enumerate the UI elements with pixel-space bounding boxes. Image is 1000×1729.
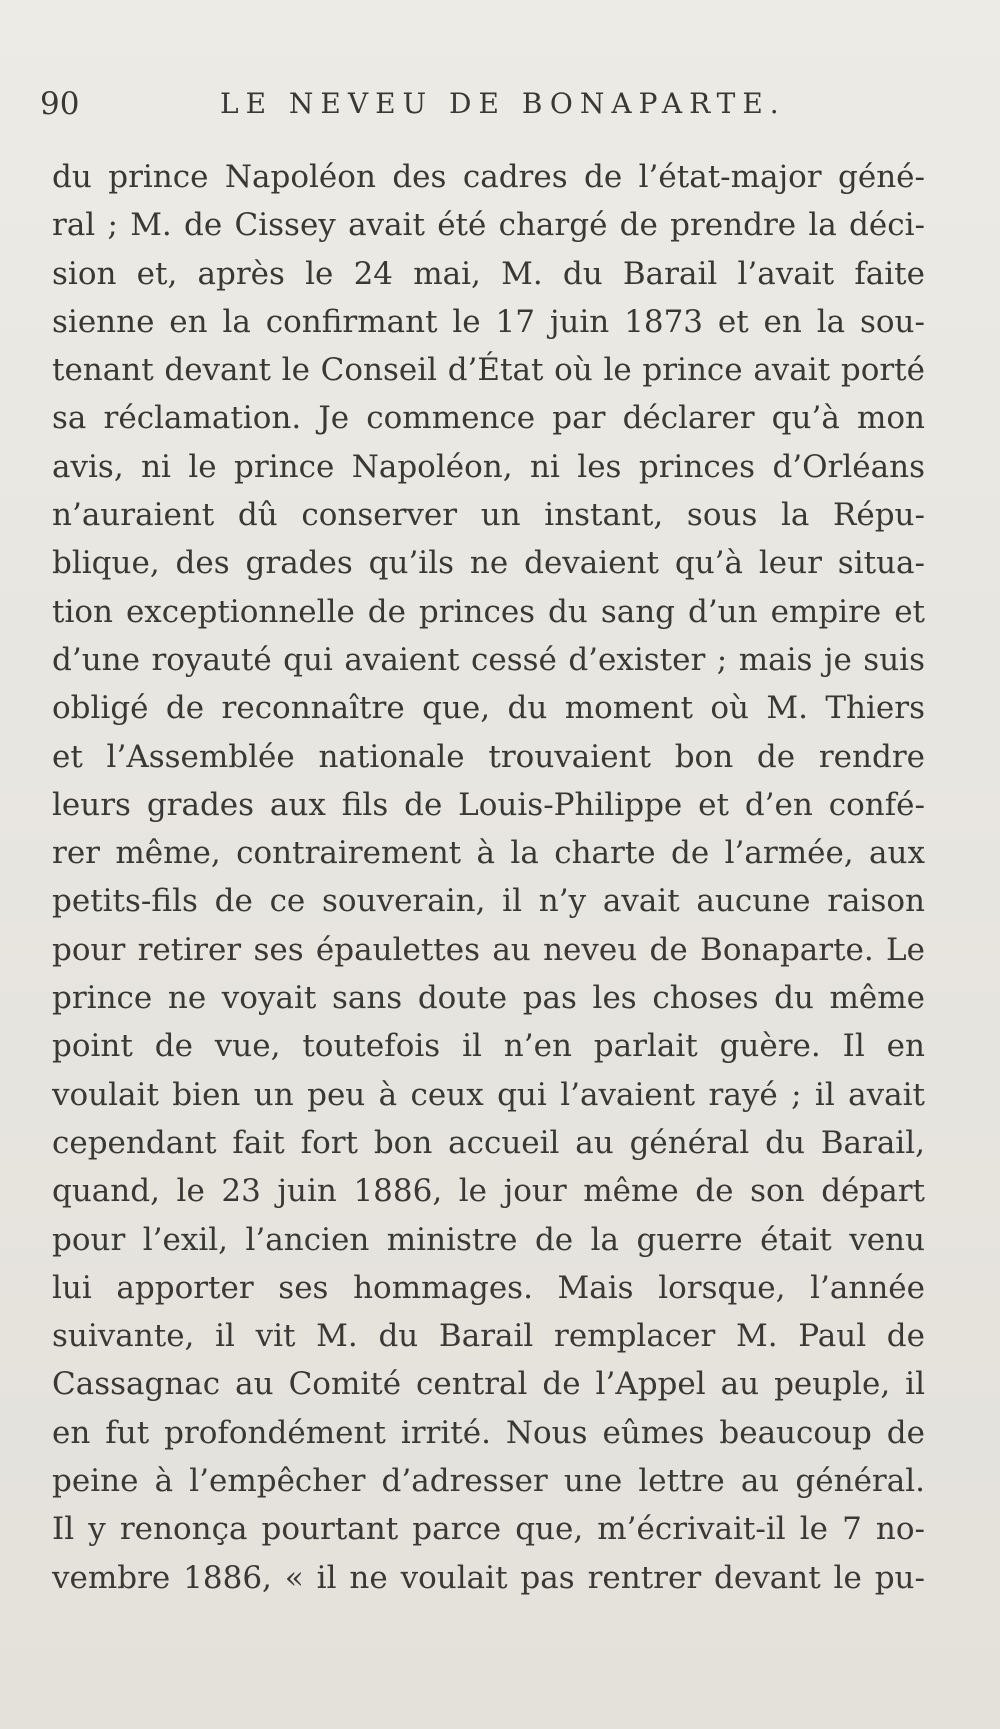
text-line: Cassagnac au Comité central de l’Appel au peuple, il [52, 1366, 925, 1403]
text-line: Il y renonça pourtant parce que, m’écrivait-il le 7 no- [52, 1511, 925, 1548]
text-line: pour l’exil, l’ancien ministre de la guerre était venu [52, 1221, 925, 1258]
text-line: voulait bien un peu à ceux qui l’avaient rayé ; il avait [52, 1076, 925, 1113]
page-header [40, 80, 940, 128]
running-title: LE NEVEU DE BONAPARTE. [220, 87, 786, 120]
page-number: 90 [40, 86, 80, 122]
text-line: blique, des grades qu’ils ne devaient qu’à leur situa- [52, 545, 925, 582]
body-text [52, 153, 925, 1602]
text-line: obligé de reconnaître que, du moment où M. Thiers [52, 690, 925, 727]
text-line: pour retirer ses épaulettes au neveu de Bonaparte. Le [52, 931, 925, 968]
text-line: tenant devant le Conseil d’État où le prince avait porté [52, 352, 925, 389]
text-line: n’auraient dû conserver un instant, sous la Répu- [52, 497, 925, 534]
text-line: sa réclamation. Je commence par déclarer qu’à mon [52, 400, 925, 437]
text-line: sion et, après le 24 mai, M. du Barail l’avait faite [52, 255, 925, 292]
text-line: avis, ni le prince Napoléon, ni les princes d’Orléans [52, 448, 925, 485]
text-line: suivante, il vit M. du Barail remplacer M. Paul de [52, 1318, 925, 1355]
text-line: rer même, contrairement à la charte de l’armée, aux [52, 835, 925, 872]
text-line: et l’Assemblée nationale trouvaient bon de rendre [52, 738, 925, 775]
text-line: peine à l’empêcher d’adresser une lettre au général. [52, 1463, 925, 1500]
text-line: du prince Napoléon des cadres de l’état-major géné- [52, 159, 925, 195]
text-line: prince ne voyait sans doute pas les choses du même [52, 980, 925, 1017]
text-line: tion exceptionnelle de princes du sang d’un empire et [52, 593, 925, 630]
text-line: point de vue, toutefois il n’en parlait guère. Il en [52, 1028, 925, 1065]
text-line: leurs grades aux fils de Louis-Philippe et d’en confé- [52, 786, 925, 823]
text-line: d’une royauté qui avaient cessé d’exister ; mais je suis [52, 641, 925, 678]
text-line: en fut profondément irrité. Nous eûmes beaucoup de [52, 1414, 925, 1451]
text-line: petits-fils de ce souverain, il n’y avait aucune raison [52, 883, 925, 920]
text-line: vembre 1886, « il ne voulait pas rentrer devant le pu- [52, 1559, 925, 1596]
text-line: lui apporter ses hommages. Mais lorsque, l’année [52, 1269, 925, 1306]
text-line: sienne en la confirmant le 17 juin 1873 et en la sou- [52, 303, 925, 340]
text-line: ral ; M. de Cissey avait été chargé de prendre la déci- [52, 207, 925, 244]
text-line: quand, le 23 juin 1886, le jour même de son départ [52, 1173, 925, 1210]
text-line: cependant fait fort bon accueil au général du Barail, [52, 1124, 925, 1161]
